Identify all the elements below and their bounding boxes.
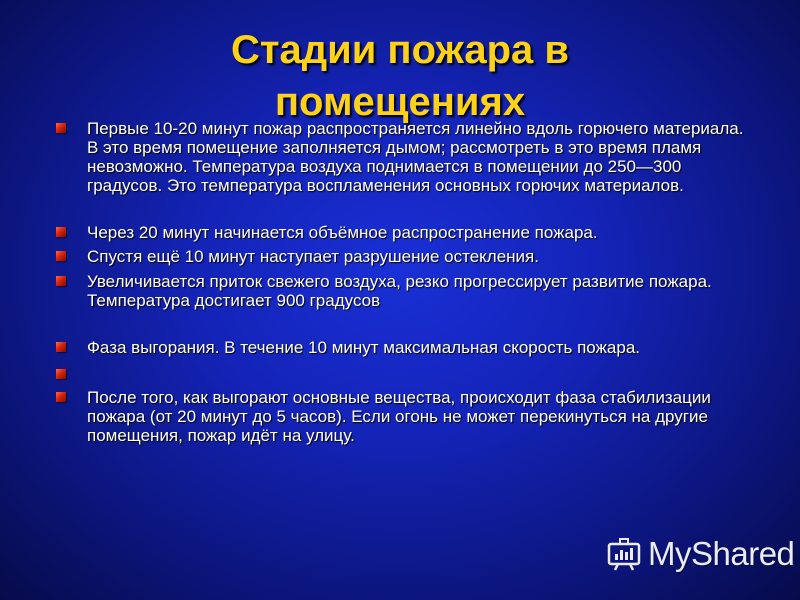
bullet-item-empty bbox=[56, 365, 756, 384]
slide-title: Стадии пожара в помещениях bbox=[231, 28, 569, 124]
bullet-list bbox=[56, 119, 756, 445]
bullet-square-icon bbox=[56, 369, 66, 379]
bullet-item bbox=[56, 119, 756, 195]
bullet-square-icon bbox=[56, 123, 66, 133]
bullet-item bbox=[56, 272, 756, 310]
bullet-square-icon bbox=[56, 227, 66, 237]
bullet-square-icon bbox=[56, 392, 66, 402]
myshared-logo-icon bbox=[606, 536, 642, 572]
bullet-item bbox=[56, 247, 756, 266]
bullet-item bbox=[56, 338, 756, 357]
bullet-square-icon bbox=[56, 251, 66, 261]
bullet-square-icon bbox=[56, 342, 66, 352]
bullet-text: Увеличивается приток свежего воздуха, резко прогрессирует развитие пожара. Температура достигает 900 градусов bbox=[87, 272, 712, 310]
bullet-square-icon bbox=[56, 276, 66, 286]
myshared-logo-text: MyShared bbox=[648, 535, 795, 572]
bullet-text: Спустя ещё 10 минут наступает разрушение остекления. bbox=[87, 247, 539, 266]
bullet-text: Через 20 минут начинается объёмное распространение пожара. bbox=[87, 223, 598, 242]
myshared-watermark[interactable] bbox=[606, 532, 794, 576]
bullet-item bbox=[56, 388, 756, 445]
bullet-text: Первые 10-20 минут пожар распространяется линейно вдоль горючего материала. В это время помещение заполняется дымом; рассмотреть в это время пламя невозможно. Температура воздуха поднимается в помещении до 250—300 градусов. Это температура воспламенения основных горючих материалов. bbox=[87, 119, 744, 195]
bullet-item bbox=[56, 223, 756, 242]
bullet-text: Фаза выгорания. В течение 10 минут максимальная скорость пожара. bbox=[87, 338, 641, 357]
bullet-text: После того, как выгорают основные вещества, происходит фаза стабилизации пожара (от 20 минут до 5 часов). Если огонь не может перекинуться на другие помещения, пожар идёт на улицу. bbox=[87, 388, 711, 445]
